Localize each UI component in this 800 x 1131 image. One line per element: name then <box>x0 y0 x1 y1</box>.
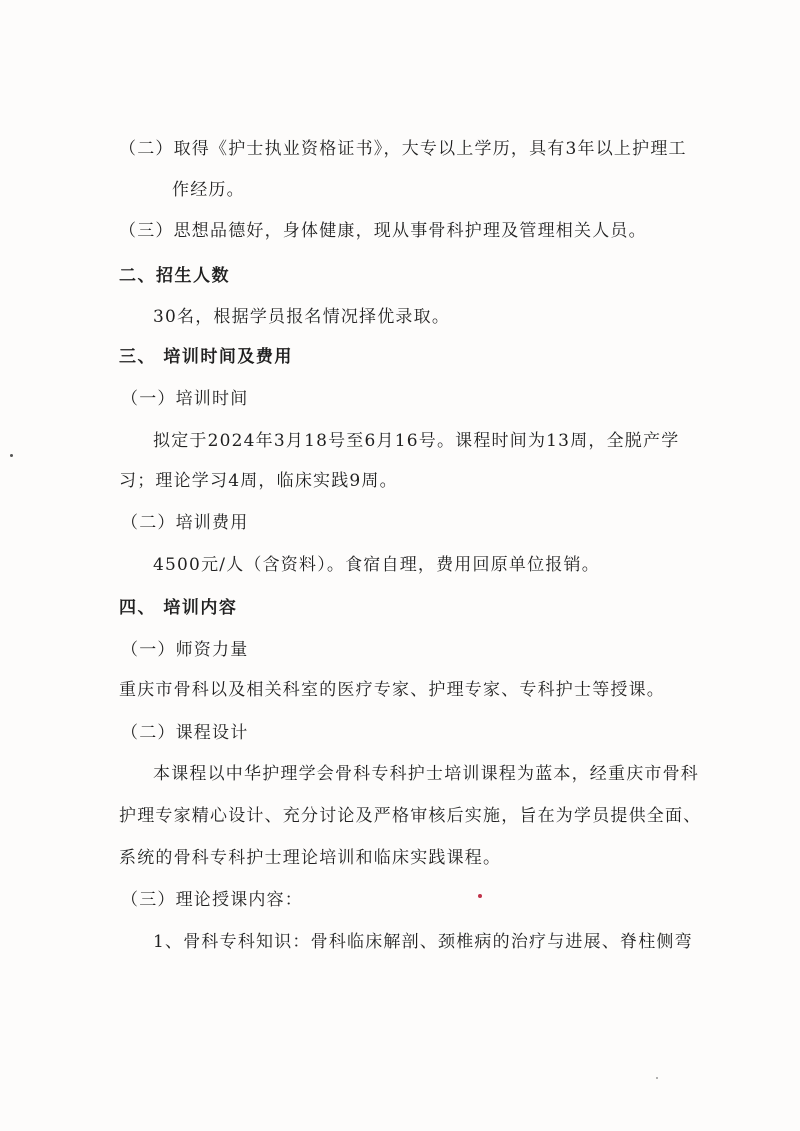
text-line: 系统的骨科专科护士理论培训和临床实践课程。 <box>119 848 502 868</box>
text-line: 拟定于2024年3月18号至6月16号。课程时间为13周，全脱产学 <box>153 431 680 451</box>
scan-speck <box>478 894 482 898</box>
section-heading: 四、 培训内容 <box>119 598 238 618</box>
text-line: 1、骨科专科知识：骨科临床解剖、颈椎病的治疗与进展、脊柱侧弯 <box>153 932 693 952</box>
text-line: 4500元/人（含资料）。食宿自理，费用回原单位报销。 <box>153 555 600 575</box>
scan-speck <box>656 1077 658 1079</box>
scan-speck <box>10 454 13 457</box>
subsection-heading: （二）课程设计 <box>121 723 249 743</box>
text-line: 重庆市骨科以及相关科室的医疗专家、护理专家、专科护士等授课。 <box>119 680 665 700</box>
subsection-heading: （二）培训费用 <box>121 513 249 533</box>
text-line: 30名，根据学员报名情况择优录取。 <box>153 307 451 327</box>
subsection-heading: （一）师资力量 <box>121 640 249 660</box>
text-line: 本课程以中华护理学会骨科专科护士培训课程为蓝本，经重庆市骨科 <box>153 764 699 784</box>
text-line: （二）取得《护士执业资格证书》，大专以上学历，具有3年以上护理工 <box>119 139 687 159</box>
text-line: （三）思想品德好，身体健康，现从事骨科护理及管理相关人员。 <box>119 221 647 241</box>
section-heading: 三、 培训时间及费用 <box>119 347 293 367</box>
text-line: 习；理论学习4周，临床实践9周。 <box>119 471 398 491</box>
section-heading: 二、招生人数 <box>119 266 230 286</box>
text-line: 护理专家精心设计、充分讨论及严格审核后实施，旨在为学员提供全面、 <box>119 806 702 826</box>
subsection-heading: （一）培训时间 <box>121 389 249 409</box>
text-line: 作经历。 <box>172 180 245 200</box>
subsection-heading: （三）理论授课内容： <box>121 890 303 910</box>
